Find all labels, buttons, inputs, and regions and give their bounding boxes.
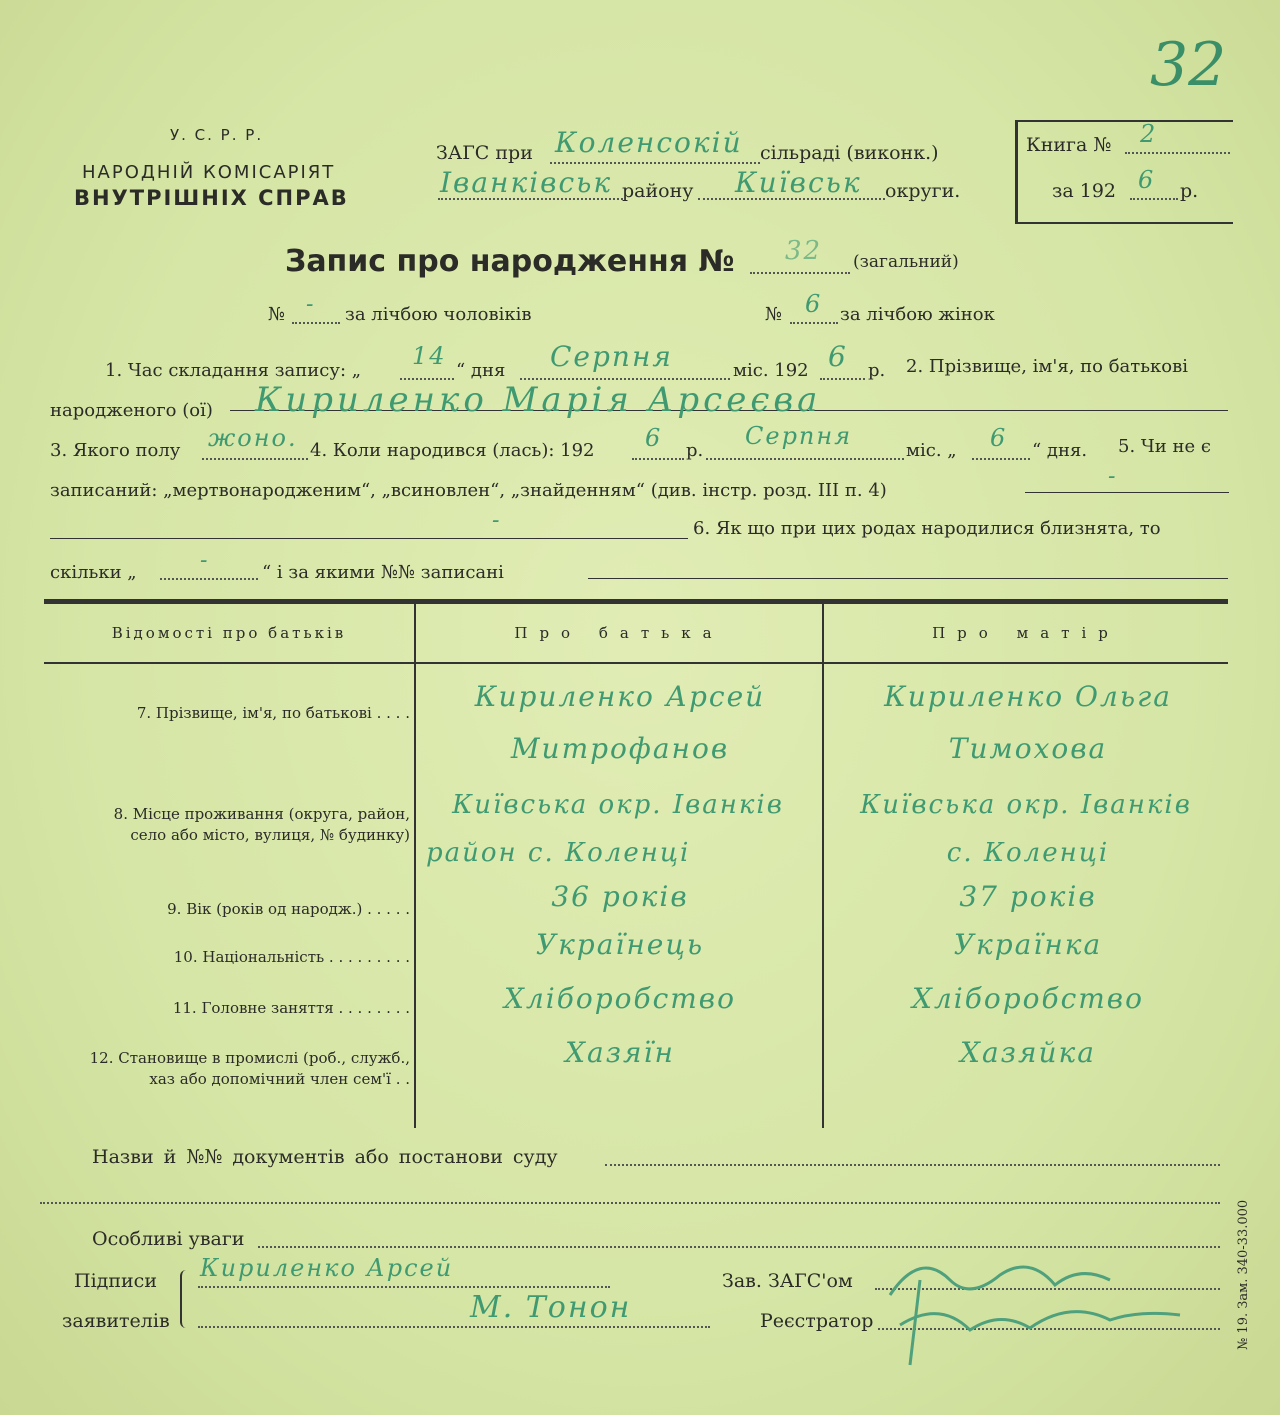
table-divider-1 (414, 604, 416, 1128)
mother-nationality: Українка (953, 928, 1103, 961)
book-no-value: 2 (1140, 120, 1158, 148)
district-label: району (622, 180, 694, 202)
table-top-border (44, 599, 1228, 604)
row-label-occupation: 11. Головне заняття . . . . . . . . (172, 999, 410, 1017)
row-label-nationality: 10. Національність . . . . . . . . . (173, 948, 410, 966)
col-label-mother: Про матір (932, 624, 1120, 642)
father-residence-line1: Київська окр. Іванків (452, 790, 784, 820)
field6-line2-suffix: “ і за якими №№ записані (262, 562, 504, 583)
field6-count-line (160, 578, 258, 580)
field4-year-suffix: р. (686, 440, 704, 461)
col-label-father: Про батька (514, 624, 724, 642)
male-no-line (292, 322, 340, 324)
signatures-label-2: заявителів (62, 1310, 170, 1332)
commissariat-label: НАРОДНІЙ КОМІСАРІЯТ (82, 162, 336, 183)
zags-village-line (550, 162, 760, 164)
signature-line-1 (198, 1286, 610, 1288)
field5-line2-rule (1025, 492, 1229, 493)
field1-year-value: 6 (828, 340, 848, 373)
signature-1: Кириленко Арсей (200, 1254, 454, 1282)
father-status: Хазяїн (565, 1036, 675, 1069)
field3-value: жоно. (208, 424, 298, 452)
field4-day-line (972, 458, 1030, 460)
female-no-line (790, 322, 838, 324)
zags-village-value: Коленсокій (555, 126, 743, 159)
field6-line2-rule (588, 578, 1228, 579)
field5-line3-rule (50, 538, 688, 539)
field1-day-value: 14 (412, 342, 447, 370)
field4-year-line (632, 458, 684, 460)
female-no-value: 6 (805, 290, 823, 318)
father-name-line2: Митрофанов (510, 732, 730, 765)
field5-line2: записаний: „мертвонародженим“, „всиновлен“, „знайденням“ (див. інстр. розд. III п. 4) (50, 480, 887, 501)
field2-label: 2. Прізвище, ім'я, по батькові (906, 356, 1189, 377)
signatures-brace (180, 1270, 192, 1328)
mother-age: 37 років (959, 880, 1097, 913)
book-label: Книга № (1026, 134, 1112, 156)
mother-name-line1: Кириленко Ольга (884, 680, 1172, 713)
field4-day-value: 6 (990, 424, 1008, 452)
field4-day-suffix: “ дня. (1032, 440, 1088, 461)
head-signature-mark (880, 1240, 1200, 1370)
mother-residence-line1: Київська окр. Іванків (860, 790, 1192, 820)
zags-suffix: сільраді (виконк.) (760, 142, 939, 164)
ministry-label: ВНУТРІШНІХ СПРАВ (74, 186, 349, 210)
region-label: округи. (885, 180, 961, 202)
male-no-value: - (306, 292, 316, 317)
region-value: Київськ (735, 166, 862, 199)
district-value: Іванківськ (440, 166, 613, 199)
col-label-info: Відомості про батьків (111, 624, 347, 642)
year-value: 6 (1138, 166, 1156, 194)
field1-year-line (820, 378, 865, 380)
registrar-label: Реєстратор (760, 1310, 874, 1332)
documents-line-1 (605, 1164, 1220, 1166)
mother-occupation: Хліборобство (912, 982, 1144, 1015)
father-residence-line2: район с. Коленці (426, 838, 691, 868)
mother-name-line2: Тимохова (948, 732, 1108, 765)
father-nationality: Українець (535, 928, 705, 961)
field2-value: Кириленко Марія Арсеєва (255, 380, 822, 420)
field1-month-value: Серпня (550, 340, 673, 373)
field5-label: 5. Чи не є (1118, 436, 1211, 457)
field6-count-value: - (200, 548, 210, 573)
documents-line-2 (40, 1202, 1220, 1204)
field1-label: 1. Час складання запису: „ (105, 360, 362, 381)
row-label-status: 12. Становище в промислі (роб., служб., хаз або допомічний член сем'ї . . (89, 1049, 410, 1088)
zags-prefix: ЗАГС при (436, 142, 533, 164)
head-label: Зав. ЗАГС'ом (722, 1270, 853, 1292)
record-no-value: 32 (785, 236, 823, 266)
book-line (1125, 152, 1230, 154)
record-title: Запис про народження № (285, 244, 735, 279)
field4-label: 4. Коли народився (лась): 192 (310, 440, 595, 461)
field4-month-value: Серпня (745, 422, 853, 450)
father-name-line1: Кириленко Арсей (474, 680, 766, 713)
field5-value: - (1108, 464, 1118, 489)
republic-label: У. С. Р. Р. (170, 126, 264, 144)
signatures-label-1: Підписи (74, 1270, 157, 1292)
field4-month-label: міс. „ (906, 440, 957, 461)
male-no-prefix: № (268, 304, 286, 325)
signature-line-2 (198, 1326, 710, 1328)
print-code: № 19. Зам. 340-33.000 (1236, 1199, 1251, 1350)
row-label-residence: 8. Місце проживання (округа, район, село або місто, вулиця, № будинку) (113, 805, 410, 844)
mother-residence-line2: с. Коленці (946, 838, 1110, 868)
field1-month-label: міс. 192 (733, 360, 809, 381)
field1-day-mid: “ дня (456, 360, 506, 381)
field3-line (202, 458, 308, 460)
field4-year-value: 6 (645, 424, 663, 452)
record-no-line (750, 272, 850, 274)
signature-2: М. Тонон (470, 1290, 632, 1325)
field3-label: 3. Якого полу (50, 440, 181, 461)
year-prefix: за 192 (1052, 180, 1116, 202)
record-title-suffix: (загальний) (853, 252, 959, 272)
year-line (1130, 198, 1178, 200)
field2-sublabel: народженого (ої) (50, 400, 213, 421)
field4-month-line (706, 458, 904, 460)
row-label-name: 7. Прізвище, ім'я, по батькові . . . . (136, 704, 410, 722)
documents-label: Назви й №№ документів або постанови суду (92, 1146, 558, 1168)
female-no-prefix: № (765, 304, 783, 325)
father-age: 36 років (551, 880, 689, 913)
page-number: 32 (1150, 30, 1227, 100)
table-header-border (44, 662, 1228, 664)
father-occupation: Хліборобство (504, 982, 736, 1015)
notes-label: Особливі уваги (92, 1228, 245, 1250)
field6-line2-prefix: скільки „ (50, 562, 137, 583)
male-no-label: за лічбою чоловіків (345, 304, 532, 325)
row-label-age: 9. Вік (років од народж.) . . . . . (167, 900, 410, 918)
field6-label: 6. Як що при цих родах народилися близнята, то (693, 518, 1161, 539)
mother-status: Хазяйка (960, 1036, 1096, 1069)
field1-year-suffix: р. (868, 360, 886, 381)
year-suffix: р. (1180, 180, 1199, 202)
field5-line3-value: - (492, 508, 502, 533)
female-no-label: за лічбою жінок (840, 304, 995, 325)
